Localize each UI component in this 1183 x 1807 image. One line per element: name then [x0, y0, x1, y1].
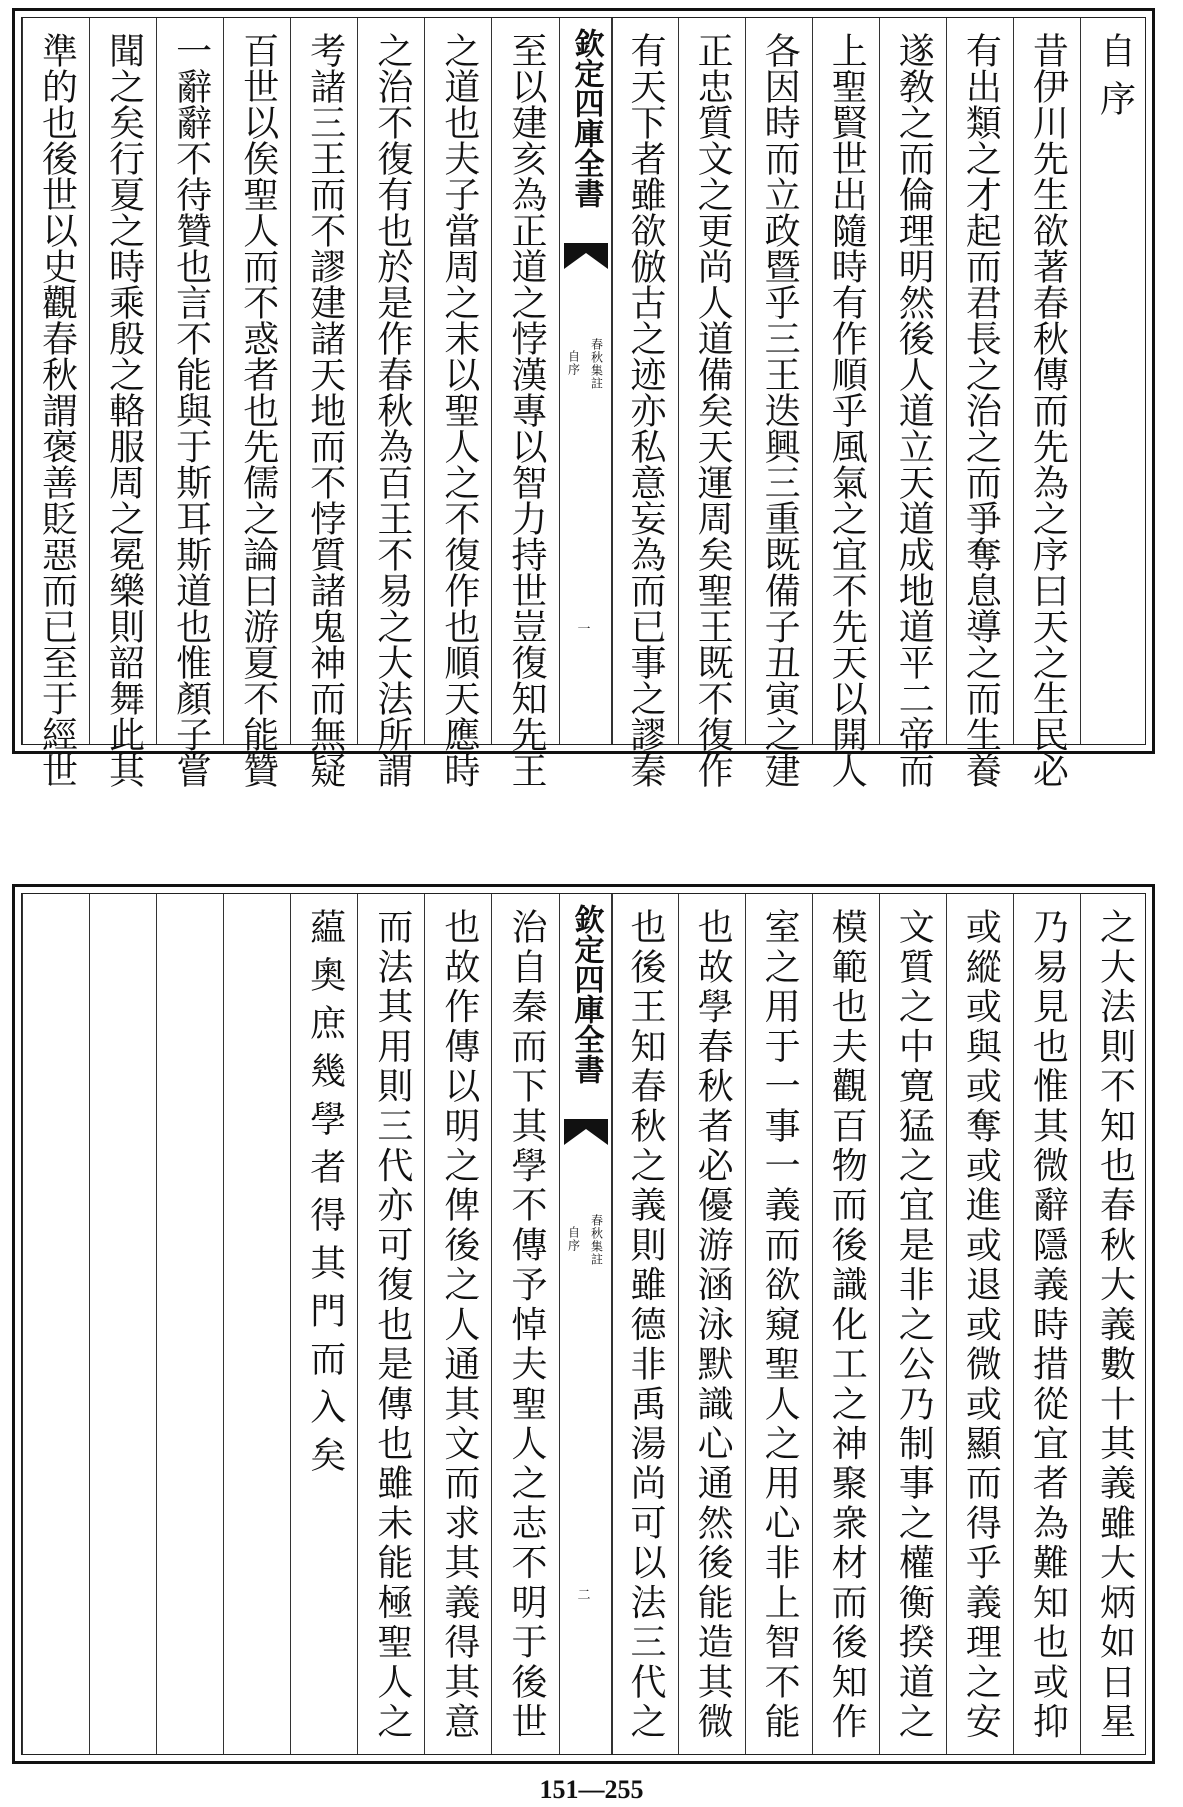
text-column: [946, 894, 1014, 1754]
fish-tail-mark: [564, 1119, 608, 1145]
column-text: 或縱或與或奪或進或退或微或顯而得乎義理之安: [960, 908, 1002, 1742]
text-column: [745, 18, 813, 788]
text-column: [22, 894, 90, 1754]
fish-tail-mark: [564, 243, 608, 269]
column-text: 也故學春秋者必優游涵泳默識心通然後能造其微: [692, 908, 734, 1742]
text-column: [223, 894, 291, 1754]
column-text: 至以建亥為正道之悖漢專以智力持世豈復知先王: [505, 32, 547, 788]
text-column: [357, 18, 425, 788]
text-column: [611, 894, 679, 1754]
text-column: [879, 894, 947, 1754]
section-name: 自序: [566, 350, 581, 376]
text-column: [1080, 18, 1148, 744]
text-column: [491, 18, 559, 788]
page-bottom: [12, 884, 1155, 1764]
text-column: [812, 894, 880, 1754]
column-text: 聞之矣行夏之時乘殷之輅服周之冕樂則韶舞此其: [103, 32, 145, 788]
column-text: 一辭辭不待贊也言不能與于斯耳斯道也惟顏子嘗: [170, 32, 212, 788]
center-fold: [559, 18, 613, 744]
column-text: 正忠質文之更尚人道備矣天運周矣聖王既不復作: [692, 32, 734, 788]
column-text: 上聖賢世出隨時有作順乎風氣之宜不先天以開人: [826, 32, 868, 788]
text-column: [491, 894, 559, 1754]
text-column: [424, 894, 492, 1754]
text-column: [678, 894, 746, 1754]
column-text: 也後王知春秋之義則雖德非禹湯尚可以法三代之: [625, 908, 667, 1742]
column-text: 考諸三王而不謬建諸天地而不悖質諸鬼神而無疑: [304, 32, 346, 788]
text-column: [1013, 894, 1081, 1754]
column-text: 百世以俟聖人而不惑者也先儒之論曰游夏不能贊: [237, 32, 279, 788]
text-column: [89, 894, 157, 1754]
text-column: [223, 18, 291, 788]
text-column: [424, 18, 492, 788]
text-column: [1013, 18, 1081, 788]
text-column: [879, 18, 947, 788]
column-text: 各因時而立政暨乎三王迭興三重既備子丑寅之建: [759, 32, 801, 788]
column-text: 文質之中寛猛之宜是非之公乃制事之權衡揆道之: [893, 908, 935, 1742]
column-text: 之大法則不知也春秋大義數十其義雖大炳如日星: [1094, 908, 1136, 1742]
page-number: 151—255: [539, 1775, 644, 1804]
column-text: 藴奧庶幾學者得其門而入矣: [304, 908, 346, 1484]
column-text: 模範也夫觀百物而後識化工之神聚衆材而後知作: [826, 908, 868, 1742]
column-text: 之治不復有也於是作春秋為百王不易之大法所謂: [371, 32, 413, 788]
text-column: [812, 18, 880, 788]
text-column: [678, 18, 746, 788]
column-text: 室之用于一事一義而欲窺聖人之用心非上智不能: [759, 908, 801, 1742]
folio-number: 一: [577, 622, 591, 637]
center-fold: [559, 894, 613, 1754]
text-column: [946, 18, 1014, 788]
column-text: 自序: [1094, 32, 1136, 128]
column-text: 乃易見也惟其微辭隱義時措從宜者為難知也或抑: [1027, 908, 1069, 1742]
book-name: 春秋集註: [589, 1214, 604, 1266]
text-column: [290, 894, 358, 1754]
page-frame: [21, 17, 1146, 788]
section-name: 自序: [566, 1226, 581, 1252]
column-text: 昔伊川先生欲著春秋傳而先為之序曰天之生民必: [1027, 32, 1069, 788]
text-column: [357, 894, 425, 1754]
center-title: 欽定四庫全書: [568, 904, 604, 1084]
text-column: [89, 18, 157, 788]
column-text: 治自秦而下其學不傳予悼夫聖人之志不明于後世: [505, 908, 547, 1742]
text-column: [611, 18, 679, 788]
text-column: [156, 18, 224, 788]
text-column: [22, 18, 90, 788]
text-column: [156, 894, 224, 1754]
book-name: 春秋集註: [589, 338, 604, 390]
text-column: [745, 894, 813, 1754]
folio-number: 二: [577, 1588, 591, 1603]
page-top: [12, 8, 1155, 788]
text-column: [1080, 894, 1148, 1754]
center-title: 欽定四庫全書: [568, 28, 604, 208]
column-text: 而法其用則三代亦可復也是傳也雖未能極聖人之: [371, 908, 413, 1742]
text-column: [290, 18, 358, 788]
column-text: 有天下者雖欲倣古之迹亦私意妄為而已事之謬秦: [625, 32, 667, 788]
column-text: 也故作傳以明之俾後之人通其文而求其義得其意: [438, 908, 480, 1742]
column-text: 遂敎之而倫理明然後人道立天道成地道平二帝而: [893, 32, 935, 788]
column-text: 之道也夫子當周之末以聖人之不復作也順天應時: [438, 32, 480, 788]
column-text: 準的也後世以史觀春秋謂褒善貶惡而已至于經世: [36, 32, 78, 788]
column-text: 有出類之才起而君長之治之而爭奪息導之而生養: [960, 32, 1002, 788]
page-frame: [21, 893, 1146, 1755]
